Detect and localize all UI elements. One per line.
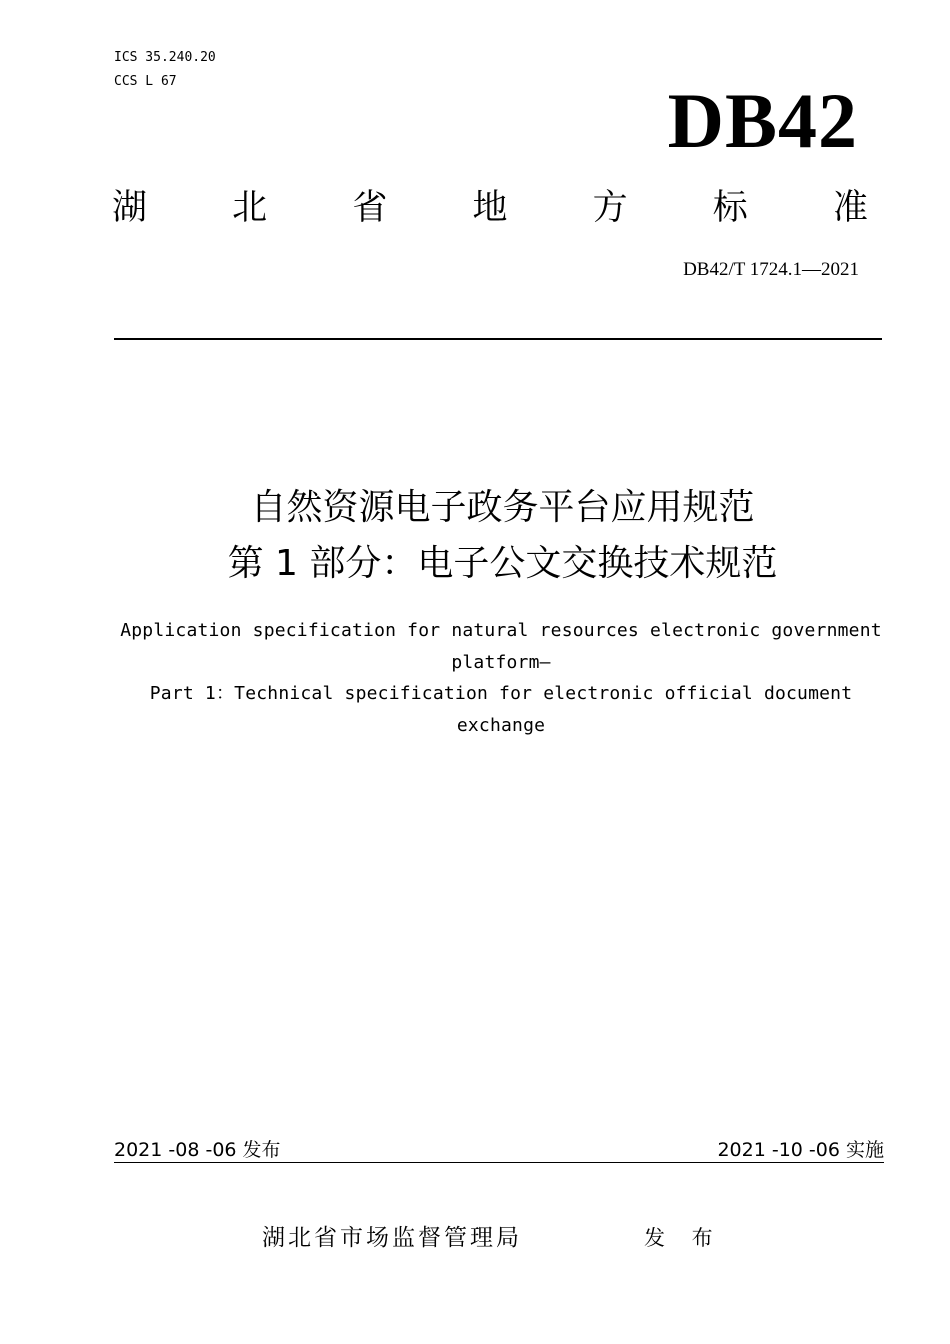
standard-type-char: 湖	[112, 188, 148, 228]
title-en-line1: Application specification for natural resources electronic government	[120, 620, 882, 641]
implementation-date: 2021 -10 -06 实施	[717, 1139, 884, 1161]
publisher-name: 湖北省市场监督管理局	[262, 1225, 522, 1251]
title-cn-line1: 自然资源电子政务平台应用规范	[250, 487, 755, 528]
top-divider	[114, 338, 882, 340]
title-chinese	[0, 480, 950, 592]
standard-type-char: 地	[472, 188, 508, 228]
issue-date: 2021 -08 -06 发布	[114, 1139, 281, 1161]
db-logo: DB42	[667, 77, 858, 164]
ics-code: ICS 35.240.20	[114, 50, 216, 65]
title-en-line2: platform—	[451, 651, 551, 673]
standard-type-char: 标	[712, 188, 748, 228]
standard-type-char: 准	[832, 188, 868, 228]
ccs-code: CCS L 67	[114, 74, 177, 89]
title-english	[114, 615, 888, 741]
standard-code: DB42/T 1724.1—2021	[683, 259, 859, 280]
publish-label: 发 布	[644, 1226, 723, 1250]
standard-type-char: 省	[352, 188, 388, 228]
standard-type-char: 方	[592, 188, 628, 228]
title-cn-line2: 第 1 部分：电子公文交换技术规范	[227, 543, 778, 584]
bottom-divider	[114, 1162, 884, 1163]
title-en-line3: Part 1：Technical specification for electronic official document exchange	[149, 683, 853, 736]
standard-type-char: 北	[232, 188, 268, 228]
standard-type	[112, 185, 868, 231]
